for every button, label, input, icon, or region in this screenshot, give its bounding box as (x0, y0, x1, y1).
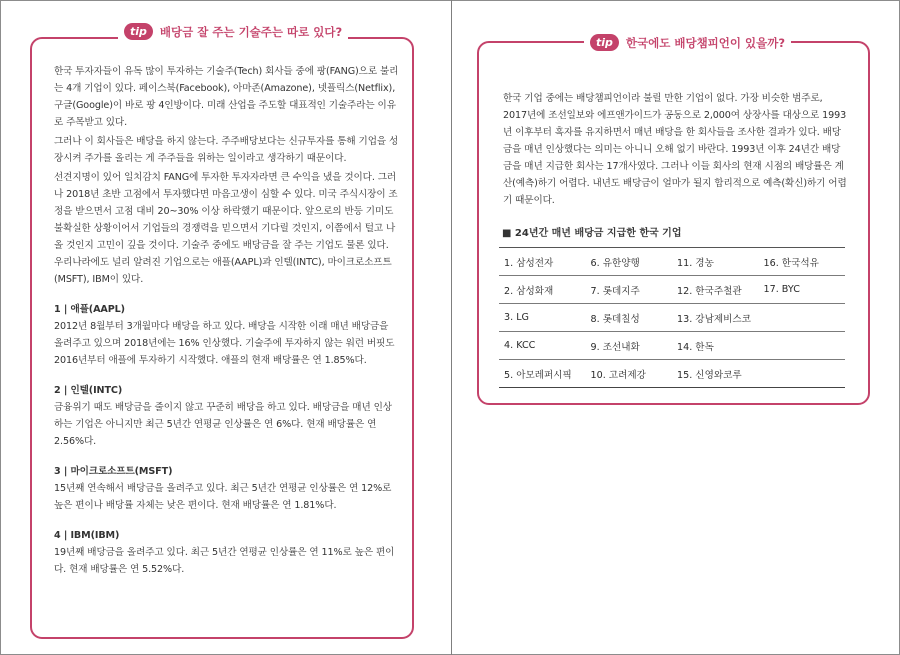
table-cell: 3. LG (504, 312, 529, 323)
left-content (54, 63, 400, 578)
table-cell: 9. 조선내화 (590, 341, 640, 353)
right-tip-title: 한국에도 배당챔피언이 있을까? (625, 35, 785, 50)
company-body: 금융위기 때도 배당금을 줄이지 않고 꾸준히 배당을 하고 있다. 배당금을 매년 인상하는 기업은 아니지만 최근 5년간 연평균 인상률은 연 6%다. 현재 배당률은 연 2.56%다. (54, 402, 392, 447)
body-paragraph: 한국 기업 중에는 배당챔피언이라 불릴 만한 기업이 없다. 가장 비슷한 범주로, 2017년에 조선일보와 에프앤가이드가 공동으로 2,000여 상장사를 대상으로 1993년 이후부터 흑자를 유지하면서 매년 배당을 한 회사들을 조사한 결과가 있다. 배당금을 매년 인상했다는 의미는 아니니 오해 없기 바란다. 1993년 이후 24년간 배당금을 매년 지급한 회사는 17개사였다. 그러나 이들 회사의 현재 시점의 배당률은 계산(예측)하기 어렵다. 내년도 배당금이 얼마가 될지 합리적으로 예측(확신)하기 어렵기 때문이다. (503, 93, 847, 206)
table-cell: 5. 아모레퍼시픽 (504, 369, 572, 381)
table-cell: 13. 강남제비스코 (677, 313, 751, 325)
table-cell: 15. 신영와코루 (677, 369, 742, 381)
company-body: 15년째 연속해서 배당금을 올려주고 있다. 최근 5년간 연평균 인상률은 연 12%로 높은 편이나 배당률 자체는 낮은 편이다. 현재 배당률은 연 1.81%다. (54, 483, 392, 511)
table-cell: 6. 유한양행 (590, 257, 640, 269)
table-cell: 16. 한국석유 (763, 257, 819, 269)
table-row (499, 360, 845, 388)
table-cell: 7. 롯데지주 (590, 285, 640, 297)
table-cell: 14. 한독 (677, 341, 714, 353)
tip-badge: tip (590, 34, 619, 51)
company-body: 2012년 8월부터 3개월마다 배당을 하고 있다. 배당을 시작한 이래 매년 배당금을 올려주고 있으며 2018년에는 16% 인상했다. 기술주에 투자하지 않는 워런 버핏도 2016년부터 애플에 투자하기 시작했다. 애플의 현재 배당률은 연 1.85%다. (54, 321, 395, 366)
table-cell: 2. 삼성화재 (504, 285, 554, 297)
table-row (499, 332, 845, 360)
company-section (54, 527, 400, 578)
intro-paragraph: 선견지명이 있어 일치감치 FANG에 투자한 투자자라면 큰 수익을 냈을 것이다. 그러나 2018년 초반 고점에서 투자했다면 마음고생이 심할 수 있다. 미국 주식시장이 조정을 받으면서 고점 대비 20~30% 이상 하락했기 때문이다. 앞으로의 반등 기미도 불확실한 상황이어서 기업들의 경쟁력을 믿으면서 기다릴 것인지, 이쯤에서 털고 나올 것인지 고민이 깊을 것이다. 기술주 중에도 배당금을 잘 주는 기업도 물론 있다. 우리나라에도 널리 알려진 기업으로는 애플(AAPL)과 인텔(INTC), 마이크로소프트(MSFT), IBM이 있다. (54, 172, 398, 285)
table-row (499, 304, 845, 332)
table-cell: 10. 고려제강 (590, 369, 646, 381)
tip-badge: tip (124, 23, 153, 40)
company-title: 3 | 마이크로소프트(MSFT) (54, 466, 173, 477)
table-row (499, 276, 845, 304)
company-title: 2 | 인텔(INTC) (54, 385, 123, 396)
company-title: 1 | 애플(AAPL) (54, 304, 125, 315)
right-tip-header (584, 34, 791, 51)
left-tip-header (118, 23, 348, 40)
table-cell: 12. 한국주철관 (677, 285, 742, 297)
table-row (499, 248, 845, 276)
table-cell: 4. KCC (504, 340, 536, 351)
company-section (54, 463, 400, 514)
left-tip-title: 배당금 잘 주는 기술주는 따로 있다? (159, 24, 343, 39)
table-title: ■ 24년간 매년 배당금 지급한 한국 기업 (502, 228, 682, 239)
company-body: 19년째 배당금을 올려주고 있다. 최근 5년간 연평균 인상률은 연 11%로 높은 편이다. 현재 배당률은 연 5.52%다. (54, 547, 395, 575)
right-content (503, 90, 849, 209)
company-title: 4 | IBM(IBM) (54, 530, 120, 541)
intro-paragraph: 한국 투자자들이 유독 많이 투자하는 기술주(Tech) 회사들 중에 팡(FANG)으로 불리는 4개 기업이 있다. 페이스북(Facebook), 아마존(Amazone), 넷플릭스(Netflix), 구글(Google)이 바로 팡 4인방이다. 미래 산업을 주도할 대표적인 기술주라는 이유로 주목받고 있다. (54, 66, 399, 128)
table-cell: 1. 삼성전자 (504, 257, 554, 269)
company-section (54, 301, 400, 369)
company-section (54, 382, 400, 450)
table-cell: 17. BYC (763, 284, 800, 295)
table-cell: 8. 롯데칠성 (590, 313, 640, 325)
intro-paragraph: 그러나 이 회사들은 배당을 하지 않는다. 주주배당보다는 신규투자를 통해 기업을 성장시켜 주가를 올리는 게 주주들을 위하는 일이라고 생각하기 때문이다. (54, 136, 399, 164)
table-cell: 11. 경농 (677, 257, 714, 269)
page-gutter (451, 0, 452, 655)
companies-table (499, 247, 845, 388)
